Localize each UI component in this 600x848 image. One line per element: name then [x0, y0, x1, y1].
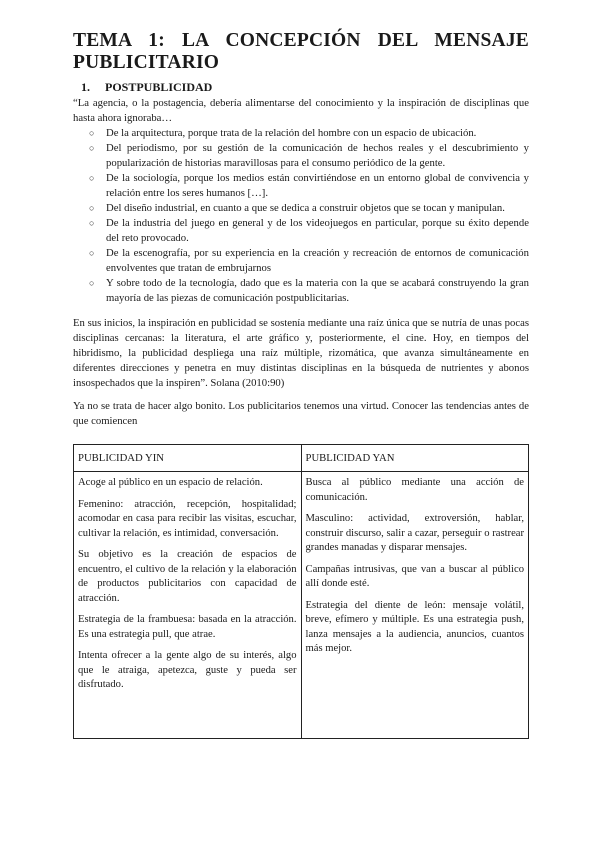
bullet-text: Del periodismo, por su gestión de la comunicación de hechos reales y el descubrimiento y popularización de historias maravillosas para el consumo periódico de la gente. — [106, 142, 529, 169]
hollow-circle-bullet-icon: ○ — [89, 203, 95, 213]
intro-quote: “La agencia, o la postagencia, debería alimentarse del conocimiento y la inspiración de disciplinas que hasta ahora ignoraba… — [73, 97, 529, 124]
section-title: POSTPUBLICIDAD — [105, 80, 213, 94]
hollow-circle-bullet-icon: ○ — [89, 248, 95, 258]
yin-paragraph: Femenino: atracción, recepción, hospitalidad; acomodar en casa para recibir las visitas, escuchar, cultivar la relación, es intimidad, conversación. — [78, 498, 297, 539]
paragraph-tendencias: Ya no se trata de hacer algo bonito. Los publicitarios tenemos una virtud. Conocer las tendencias antes de que comiencen — [73, 400, 529, 427]
cell-yin — [74, 472, 302, 739]
bullet-text: De la arquitectura, porque trata de la relación del hombre con un espacio de ubicación. — [106, 127, 477, 139]
hollow-circle-bullet-icon: ○ — [89, 278, 95, 288]
hollow-circle-bullet-icon: ○ — [89, 173, 95, 183]
table-row — [74, 472, 529, 739]
document-page — [73, 30, 529, 739]
bullet-text: De la escenografía, por su experiencia en la creación y recreación de entornos de comunicación envolventes que tratan de embrujarnos — [106, 247, 529, 274]
bullet-item — [89, 246, 529, 276]
hollow-circle-bullet-icon: ○ — [89, 218, 95, 228]
section-heading — [73, 80, 529, 94]
yin-yan-table — [73, 444, 529, 739]
bullet-item — [89, 126, 529, 141]
yin-paragraph: Intenta ofrecer a la gente algo de su interés, algo que le atraiga, apetezca, guste y pueda ser disfrutado. — [78, 650, 297, 690]
hollow-circle-bullet-icon: ○ — [89, 143, 95, 153]
bullet-item — [89, 171, 529, 201]
paragraph-inspiration: En sus inicios, la inspiración en publicidad se sostenía mediante una raíz única que se nutría de unas pocas disciplinas cercanas: la literatura, el arte gráfico y, posteriormente, el cine. Hoy, en tiempos del hibridismo, la publicidad despliega una raíz múltiple, rizomática, que avanza simultáneamente en diferentes direcciones y penetra en muy distintas disciplinas en la búsqueda de nutrientes y abonos insospechados que la inspiren”. Solana (2010:90) — [73, 317, 529, 389]
yan-paragraph: Campañas intrusivas, que van a buscar al público allí donde esté. — [305, 563, 524, 589]
table-header-row — [74, 445, 529, 472]
header-yin: PUBLICIDAD YIN — [74, 445, 302, 472]
bullet-text: Y sobre todo de la tecnología, dado que es la materia con la que se acabará construyendo la gran mayoría de las piezas de comunicación postpublicitarias. — [106, 277, 529, 304]
page-title: TEMA 1: LA CONCEPCIÓN DEL MENSAJE PUBLICITARIO — [73, 30, 529, 73]
yin-paragraph: Su objetivo es la creación de espacios de encuentro, el cultivo de la relación y la elaboración de productos publicitarios con capacidad de atracción. — [78, 549, 297, 604]
yin-paragraph: Acoge al público en un espacio de relación. — [78, 477, 263, 488]
section-number: 1. — [81, 80, 90, 94]
yin-paragraph: Estrategia de la frambuesa: basada en la atracción. Es una estrategia pull, que atrae. — [78, 614, 297, 640]
yan-paragraph: Busca al público mediante una acción de comunicación. — [305, 477, 524, 503]
bullet-text: Del diseño industrial, en cuanto a que se dedica a construir objetos que se tocan y manipulan. — [106, 202, 505, 214]
bullet-text: De la sociología, porque los medios están convirtiéndose en un entorno global de convivencia y relación entre los seres humanos […]. — [106, 172, 529, 199]
hollow-circle-bullet-icon: ○ — [89, 128, 95, 138]
bullet-list — [73, 126, 529, 306]
bullet-item — [89, 276, 529, 306]
yan-paragraph: Masculino: actividad, extroversión, hablar, construir discurso, salir a cazar, perseguir o rastrear grandes manadas y disparar mensajes. — [305, 513, 524, 553]
bullet-item — [89, 216, 529, 246]
bullet-item — [89, 201, 529, 216]
header-yan: PUBLICIDAD YAN — [301, 445, 529, 472]
cell-yan — [301, 472, 529, 739]
bullet-item — [89, 141, 529, 171]
yan-paragraph: Estrategia del diente de león: mensaje volátil, breve, efímero y múltiple. Es una estrategia push, lanza mensajes a la audiencia, anuncios, cuantos más mejor. — [305, 599, 524, 654]
bullet-text: De la industria del juego en general y de los videojuegos en particular, porque su éxito depende del reto provocado. — [106, 217, 529, 244]
